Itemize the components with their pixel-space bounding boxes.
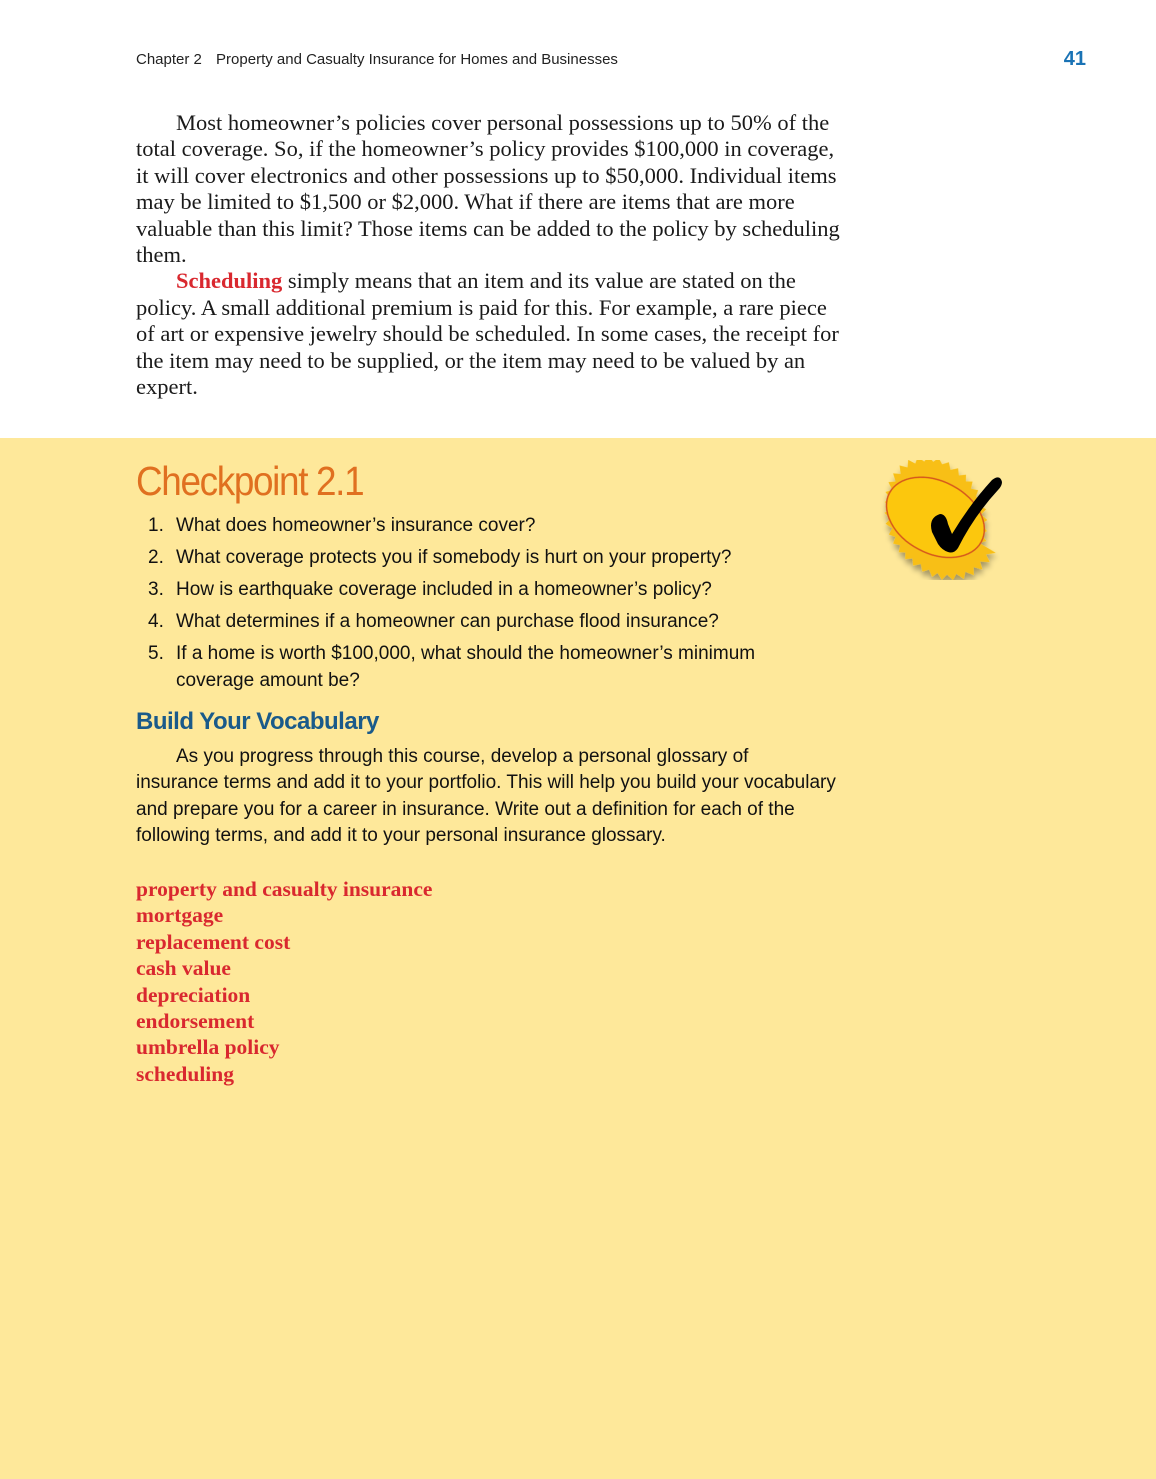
vocabulary-term: scheduling [136, 1061, 234, 1086]
question-number: 3. [148, 579, 164, 600]
question-number: 2. [148, 547, 164, 568]
vocabulary-term: replacement cost [136, 929, 291, 954]
checkpoint-title: Checkpoint 2.1 [136, 458, 364, 504]
vocabulary-term: mortgage [136, 903, 224, 928]
vocabulary-intro: As you progress through this course, develop a personal glossary of insurance terms and add it to your portfolio. This will help you build your vocabulary and prepare you for a career in insurance. Write out a definition for each of the following terms, and add it to your personal insurance glossary. [136, 746, 836, 847]
question-text: What determines if a homeowner can purchase flood insurance? [176, 611, 719, 632]
question-text: If a home is worth $100,000, what should the homeowner’s minimum coverage amount be? [176, 643, 756, 691]
question-text: What does homeowner’s insurance cover? [176, 515, 536, 536]
vocabulary-term: cash value [136, 956, 231, 981]
question-item [136, 641, 836, 694]
vocabulary-term: property and casualty insurance [136, 877, 433, 901]
running-header [136, 48, 1086, 73]
paragraph-scheduling [136, 268, 846, 400]
question-item [136, 609, 836, 636]
question-number: 1. [148, 515, 164, 536]
body-text [136, 110, 846, 400]
chapter-label: Chapter 2 [136, 51, 202, 68]
key-term-scheduling: Scheduling [176, 268, 283, 294]
vocabulary-terms [136, 876, 432, 1087]
checkpoint-section [0, 438, 1156, 1479]
question-item [136, 513, 836, 540]
question-number: 5. [148, 643, 164, 664]
question-text: How is earthquake coverage included in a homeowner’s policy? [176, 579, 712, 600]
checkpoint-questions [136, 513, 836, 700]
vocabulary-term: depreciation [136, 982, 251, 1007]
paragraph-possessions: Most homeowner’s policies cover personal possessions up to 50% of the total coverage. So, if the homeowner’s policy provides $100,000 in coverage, it will cover electronics and other possessions up to $50,000. Individual items may be limited to $1,500 or $2,000. What if there are items that are more valuable than this limit? Those items can be added to the policy by scheduling them. [136, 110, 840, 268]
question-item [136, 577, 836, 604]
chapter-title: Property and Casualty Insurance for Homes and Businesses [216, 51, 618, 68]
vocabulary-term: endorsement [136, 1009, 255, 1034]
question-item [136, 545, 836, 572]
question-text: What coverage protects you if somebody is hurt on your property? [176, 547, 732, 568]
vocabulary-term: umbrella policy [136, 1035, 280, 1060]
paragraph-scheduling-text: simply means that an item and its value are stated on the policy. A small additional premium is paid for this. For example, a rare piece of art or expensive jewelry should be scheduled. In some cases, the receipt for the item may need to be supplied, or the item may need to be valued by an expert. [136, 268, 839, 400]
question-number: 4. [148, 611, 164, 632]
running-head [136, 51, 618, 68]
page-number: 41 [1063, 48, 1086, 70]
checkmark-sun-badge-icon [862, 460, 1012, 580]
vocabulary-heading: Build Your Vocabulary [136, 708, 379, 735]
